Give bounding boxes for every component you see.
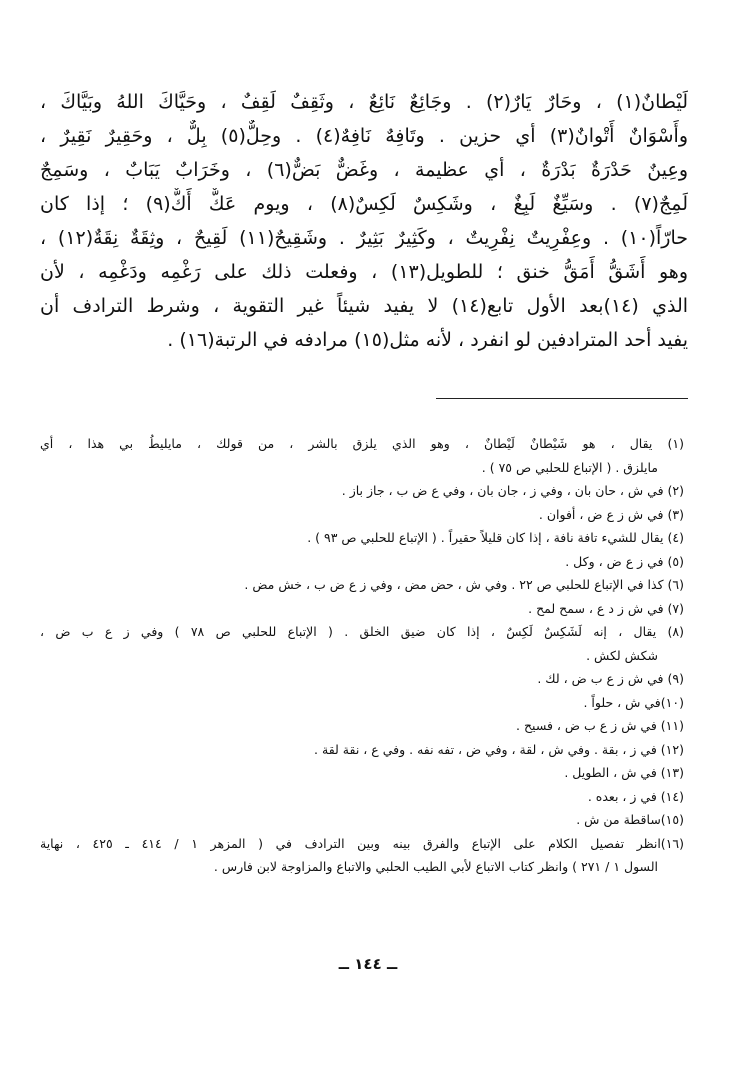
footnote-line: مايلزق . ( الإتباع للحلبي ص ٧٥ ) . (481, 459, 658, 475)
main-text-line: وهو أَشَقُّ أَمَقُّ خنق ؛ للطويل(١٣) ، وفعلت ذلك على رَغْمِه ودَغْمِه ، لأن (40, 261, 688, 283)
footnote-separator (436, 398, 688, 399)
footnote-line: (٣) في ش ز ع ض ، أفوان . (538, 506, 684, 522)
main-text-line: وأَسْوَانٌ أَتْوانٌ(٣) أي حزين . وتَافِهٌ نَافِهٌ(٤) . وحِلٌّ(٥) بِلٌّ ، وحَقِيرٌ نَقِيرٌ ، (40, 125, 688, 147)
footnote-line: (١٠)في ش ، حلواً . (583, 694, 684, 710)
footnote-line: (٩) في ش ز ع ب ض ، لك . (537, 671, 684, 686)
main-text-line: لَمِجٌ(٧) . وسَيِّغٌ لَبِغٌ ، وشَكِسٌ لَكِسٌ(٨) ، ويوم عَكٌّ أَكٌّ(٩) ؛ إذا كان (40, 193, 688, 215)
footnote-line: (١) يقال ، هو شَيْطانٌ لَيْطانٌ ، وهو الذي يلزق بالشر ، من قولك ، مايليطُ بي هذا ، أي (40, 436, 684, 451)
main-text-line: يفيد أحد المترادفين لو انفرد ، لأنه مثل(١٥) مرادفه في الرتبة(١٦) . (167, 329, 688, 351)
footnote-line: (٢) في ش ، حان بان ، وفي ز ، جان بان ، وفي ع ض ب ، جاز باز . (341, 483, 684, 498)
main-text-block (40, 86, 688, 358)
main-text-line: لَيْطانٌ(١) ، وحَارٌ يَارٌ(٢) . وجَائِعٌ نَائِعٌ ، وثَقِفٌ لَقِفٌ ، وحَيَّاكَ اللهُ وبَيَّاكَ ، (40, 91, 688, 113)
footnote-line: (١٦)انظر تفصيل الكلام على الإتباع والفرق بينه وبين الترادف في ( المزهر ١ / ٤١٤ ـ ٤٢٥ ، نهاية (40, 835, 684, 851)
footnote-line: (٨) يقال ، إنه لَشَكِسٌ لَكِسٌ ، إذا كان ضيق الخلق . ( الإتباع للحلبي ص ٧٨ ) وفي ز ع ب ض ، (40, 624, 684, 639)
footnote-line: السول ١ / ٢٧١ ) وانظر كتاب الاتباع لأبي الطيب الحلبي والاتباع والمزاوجة لابن فارس . (213, 859, 658, 874)
footnote-line: (١٥)ساقطة من ش . (576, 812, 684, 827)
main-text-line: الذي (١٤)بعد الأول تابع(١٤) لا يفيد شيئاً غير التقوية ، وشرط الترادف أن (40, 295, 688, 317)
footnote-line: (٧) في ش ز د ع ، سمح لمح . (528, 600, 684, 616)
footnote-line: شكش لكش . (586, 647, 658, 663)
footnote-line: (١٣) في ش ، الطويل . (564, 765, 684, 780)
main-text-line: وعِينٌ حَدْرَةٌ بَدْرَةٌ ، أي عظيمة ، وغَضٌّ بَضٌّ(٦) ، وخَرَابٌ يَبَابٌ ، وسَمِجٌ (40, 159, 688, 181)
footnote-line: (١٤) في ز ، بعده . (587, 788, 684, 804)
footnote-line: (٤) يقال للشيء تافة نافة ، إذا كان قليلاً حقيراً . ( الإتباع للحلبي ص ٩٣ ) . (307, 530, 684, 545)
footnote-line: (٦) كذا في الإتباع للحلبي ص ٢٢ . وفي ش ، حض مض ، وفي ز ع ض ب ، خش مض . (244, 577, 684, 592)
footnotes-block (40, 432, 684, 879)
footnote-line: (٥) في ز ع ض ، وكل . (565, 553, 684, 569)
page-number: ــ ١٤٤ ــ (338, 955, 398, 973)
footnote-line: (١٢) في ز ، بقة . وفي ش ، لقة ، وفي ض ، تفه نفه . وفي ع ، نقة لقة . (314, 741, 684, 757)
main-text-line: حارّاً(١٠) . وعِفْرِيتٌ نِفْرِيتٌ ، وكَثِيرٌ بَثِيرٌ . وشَقِيحٌ(١١) لَقِيحٌ ، وثِقَةٌ نِقَةٌ(١٢) ، (40, 227, 688, 249)
footnote-line: (١١) في ش ز ع ب ض ، فسيح . (516, 718, 684, 733)
